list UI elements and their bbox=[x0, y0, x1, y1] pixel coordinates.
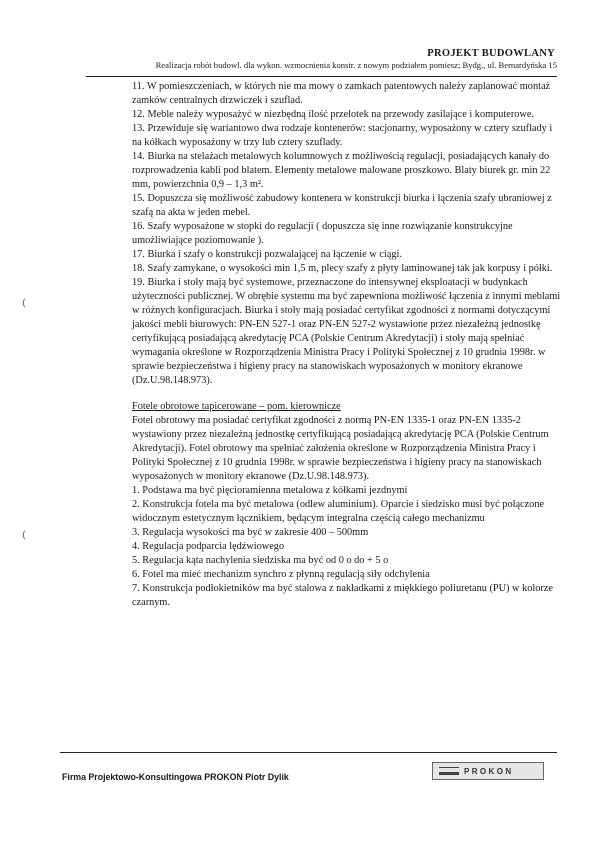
list-item: 6. Fotel ma mieć mechanizm synchro z płynną regulacją siły odchylenia bbox=[132, 569, 430, 580]
list-item: 14. Biurka na stelażach metalowych kolumnowych z możliwością regulacji, posiadających kanały do rozprowadzenia kabli pod blatem. Elementy metalowe malowane proszkowo. Blaty biurek gr. min 22 mm, powierzchnia 0,9 – 1,3 m². bbox=[132, 151, 551, 190]
logo-text: PROKON bbox=[464, 766, 514, 776]
section-intro: Fotel obrotowy ma posiadać certyfikat zgodności z normą PN-EN 1335-1 oraz PN-EN 1335-2 wystawiony przez niezależną jednostkę certyfikującą posiadającą akredytację PCA (Polskie Centrum Akredytacji). Fotel obrotowy ma spełniać założenia określone w Rozporządzenia Ministra Pracy i Polityki Społecznej z 10 grudnia 1998r. w sprawie bezpieczeństwa i higieny pracy na stanowiskach wyposażonych w monitory ekranowe (Dz.U.98.148.973). bbox=[132, 415, 549, 482]
list-item: 12. Meble należy wyposażyć w niezbędną ilość przelotek na przewody zasilające i komputerowe. bbox=[132, 109, 534, 120]
list-item: 2. Konstrukcja fotela ma być metalowa (odlew aluminium). Oparcie i siedzisko musi być połączone widocznym estetycznym łącznikiem, będącym integralna częścią całego mechanizmu bbox=[132, 499, 545, 524]
list-item: 13. Przewiduje się wariantowo dwa rodzaje kontenerów: stacjonarny, wyposażony w cztery szuflady i na kółkach wyposażony w trzy lub cztery szuflady. bbox=[132, 123, 553, 148]
list-item: 18. Szafy zamykane, o wysokości min 1,5 m, plecy szafy z płyty laminowanej tak jak korpusy i półki. bbox=[132, 263, 553, 274]
list-item: 4. Regulacja podparcia lędźwiowego bbox=[132, 541, 285, 552]
company-logo bbox=[432, 762, 544, 780]
list-item: 7. Konstrukcja podłokietników ma być stalowa z nakładkami z miękkiego poliuretanu (PU) w kolorze czarnym. bbox=[132, 583, 553, 608]
list-item: 15. Dopuszcza się możliwość zabudowy kontenera w konstrukcji biurka i łączenia szafy ubraniowej z szafą na akta w jeden mebel. bbox=[132, 193, 552, 218]
document-title: PROJEKT BUDOWLANY bbox=[427, 48, 555, 59]
footer-rule bbox=[60, 752, 557, 753]
header-rule bbox=[86, 76, 557, 77]
margin-mark: ( bbox=[22, 530, 26, 541]
document-subtitle: Realizacja robót budowl. dla wykon. wzmocnienia konstr. z nowym podziałem pomiesz; Bydg., ul. Bernardyńska 15 bbox=[155, 60, 557, 70]
list-item: 17. Biurka i szafy o konstrukcji pozwalającej na łączenie w ciągi. bbox=[132, 249, 402, 260]
list-item: 16. Szafy wyposażone w stopki do regulacji ( dopuszcza się inne rozwiązanie konstrukcyjne umożliwiające poziomowanie ). bbox=[132, 221, 513, 246]
logo-icon bbox=[439, 767, 459, 775]
section-gap bbox=[132, 388, 562, 400]
footer-company: Firma Projektowo-Konsultingowa PROKON Piotr Dylik bbox=[62, 772, 289, 782]
list-item: 5. Regulacja kąta nachylenia siedziska ma być od 0 o do + 5 o bbox=[132, 555, 389, 566]
margin-mark: ( bbox=[22, 298, 26, 309]
document-body bbox=[132, 80, 562, 610]
list-item: 19. Biurka i stoły mają być systemowe, przeznaczone do intensywnej eksploatacji w budynkach użyteczności publicznej. W obrębie systemu ma być zapewniona możliwość łączenia z innymi meblami w różnych konfiguracjach. Biurka i stoły mają posiadać certyfikat zgodności z normami dotyczącymi jakości mebli biurowych: PN-EN 527-1 oraz PN-EN 527-2 wystawione przez niezależną jednostkę certyfikującą posiadającą akredytację PCA (Polskie Centrum Akredytacji) i stoły mają spełniać wymagania określone w Rozporządzenia Ministra Pracy i Polityki Społecznej z 10 grudnia 1998r. w sprawie bezpieczeństwa i higieny pracy na stanowiskach wyposażonych w monitory ekranowe (Dz.U.98.148.973). bbox=[132, 277, 561, 386]
list-item: 3. Regulacja wysokości ma być w zakresie 400 – 500mm bbox=[132, 527, 369, 538]
list-item: 1. Podstawa ma być pięcioramienna metalowa z kółkami jezdnymi bbox=[132, 485, 408, 496]
list-item: 11. W pomieszczeniach, w których nie ma mowy o zamkach patentowych należy zaplanować montaż zamków centralnych drzwiczek i szuflad. bbox=[132, 81, 551, 106]
section-heading: Fotele obrotowe tapicerowane – pom. kierownicze bbox=[132, 401, 341, 412]
